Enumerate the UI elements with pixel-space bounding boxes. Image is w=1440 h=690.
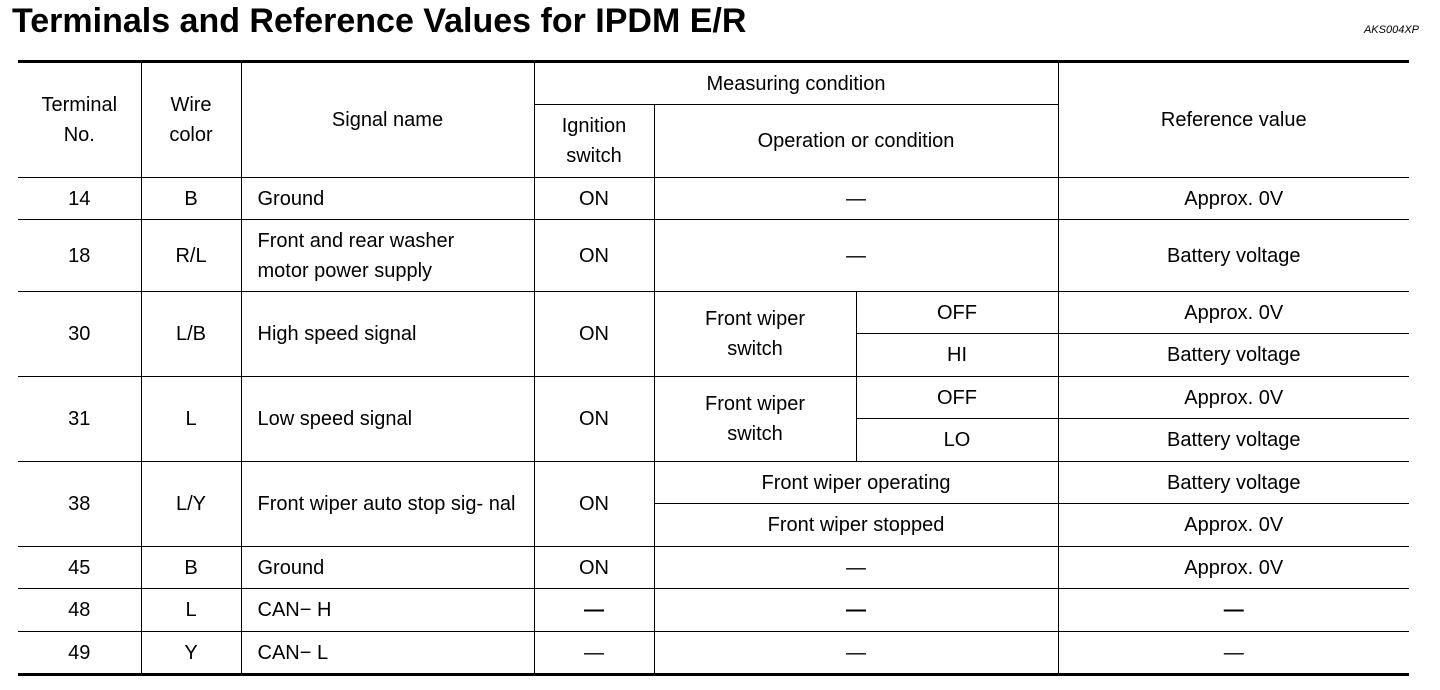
- switch-state: OFF: [856, 377, 1058, 419]
- header-reference-value: Reference value: [1058, 62, 1409, 178]
- reference-value: Approx. 0V: [1058, 504, 1409, 547]
- signal-name: Front wiper auto stop sig- nal: [241, 462, 534, 547]
- wire-color: L/B: [141, 292, 241, 377]
- reference-value: Approx. 0V: [1058, 292, 1409, 334]
- wire-color: B: [141, 547, 241, 589]
- page-title: Terminals and Reference Values for IPDM E/R: [12, 2, 747, 40]
- reference-value: —: [1223, 641, 1244, 664]
- signal-name: Front and rear washer motor power supply: [241, 220, 534, 292]
- ignition-switch: ON: [534, 377, 654, 462]
- terminal-no: 14: [18, 178, 141, 220]
- ignition-switch: ON: [534, 462, 654, 547]
- signal-name: CAN− H: [241, 589, 534, 632]
- signal-name: CAN− L: [241, 632, 534, 675]
- figure-code: AKS004XP: [1363, 24, 1419, 36]
- wire-color: L/Y: [141, 462, 241, 547]
- terminal-no: 30: [18, 292, 141, 377]
- switch-state: HI: [856, 334, 1058, 377]
- ignition-switch: ON: [534, 178, 654, 220]
- header-row-top: [18, 62, 1409, 105]
- terminal-no: 49: [18, 632, 141, 675]
- reference-value: Approx. 0V: [1058, 178, 1409, 220]
- header-signal-name: Signal name: [241, 62, 534, 178]
- wire-color: Y: [141, 632, 241, 675]
- terminal-no: 38: [18, 462, 141, 547]
- operation-condition: —: [654, 220, 1058, 292]
- operation-condition: —: [654, 547, 1058, 589]
- table-row: [18, 589, 1409, 632]
- header-terminal: Terminal No.: [18, 62, 141, 178]
- ignition-switch: ON: [534, 547, 654, 589]
- header-measuring-condition: Measuring condition: [534, 62, 1058, 105]
- table-row: [18, 632, 1409, 675]
- header-ignition-switch: Ignition switch: [534, 105, 654, 178]
- table-row: [18, 462, 1409, 504]
- reference-value: Battery voltage: [1058, 462, 1409, 504]
- table-row: [18, 220, 1409, 292]
- wire-color: L: [141, 589, 241, 632]
- wire-color: R/L: [141, 220, 241, 292]
- signal-name: Ground: [241, 547, 534, 589]
- wire-color: L: [141, 377, 241, 462]
- ignition-switch: ON: [534, 292, 654, 377]
- terminal-no: 31: [18, 377, 141, 462]
- operation-condition: Front wiper switch: [654, 292, 856, 377]
- reference-value: Battery voltage: [1058, 220, 1409, 292]
- reference-value: —: [1058, 589, 1409, 632]
- reference-value: Battery voltage: [1058, 334, 1409, 377]
- ignition-switch: ON: [534, 220, 654, 292]
- reference-value: Approx. 0V: [1058, 377, 1409, 419]
- wire-color: B: [141, 178, 241, 220]
- table-row: [18, 377, 1409, 419]
- switch-state: OFF: [856, 292, 1058, 334]
- table-row: [18, 292, 1409, 334]
- table-row: [18, 547, 1409, 589]
- reference-value: Approx. 0V: [1058, 547, 1409, 589]
- signal-name: Ground: [241, 178, 534, 220]
- table-row: [18, 178, 1409, 220]
- operation-condition: Front wiper operating: [654, 462, 1058, 504]
- switch-state: LO: [856, 419, 1058, 462]
- operation-condition: —: [654, 632, 1058, 675]
- terminal-no: 45: [18, 547, 141, 589]
- operation-condition: —: [654, 178, 1058, 220]
- signal-name: High speed signal: [241, 292, 534, 377]
- terminal-no: 18: [18, 220, 141, 292]
- signal-name: Low speed signal: [241, 377, 534, 462]
- terminals-table: [18, 60, 1409, 676]
- operation-condition: Front wiper stopped: [654, 504, 1058, 547]
- operation-condition: —: [654, 589, 1058, 632]
- terminal-no: 48: [18, 589, 141, 632]
- header-wire-color: Wire color: [141, 62, 241, 178]
- ignition-switch: —: [534, 632, 654, 675]
- operation-condition: Front wiper switch: [654, 377, 856, 462]
- reference-value: Battery voltage: [1058, 419, 1409, 462]
- ignition-switch: —: [534, 589, 654, 632]
- header-operation-condition: Operation or condition: [654, 105, 1058, 178]
